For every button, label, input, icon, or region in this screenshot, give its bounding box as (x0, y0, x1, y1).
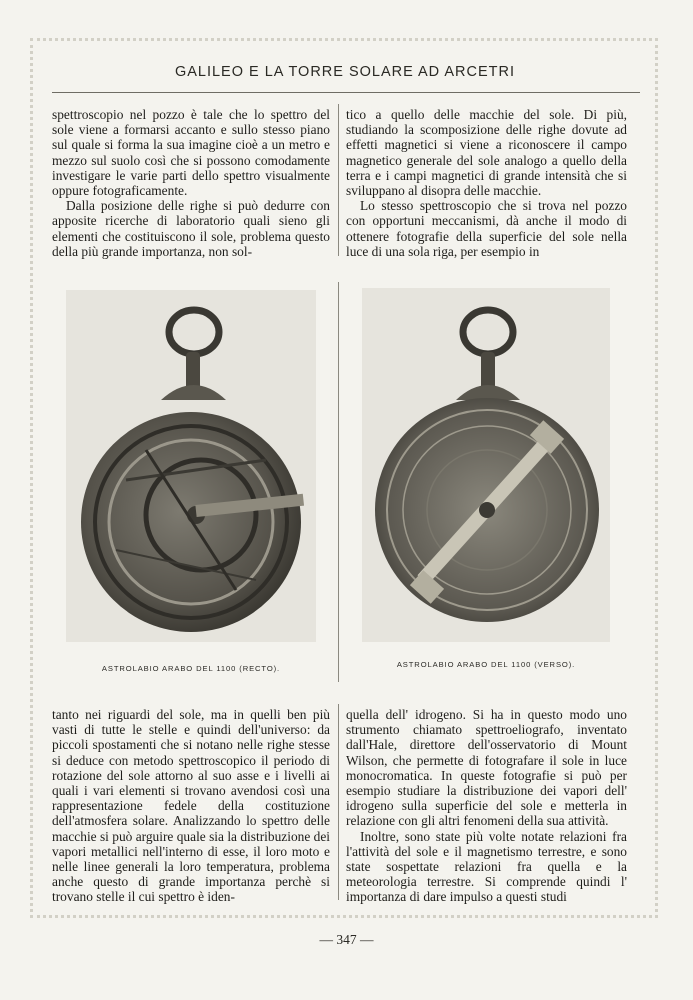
paragraph: Inoltre, sono state più volte notate relazioni fra l'attività del sole e il magnetismo terrestre, e sono state sospettate relazioni fra quella e la meteorologia terrestre. Si comprende quindi l' importanza di dare impulso a questi studi (346, 828, 627, 905)
figure-caption-verso: ASTROLABIO ARABO DEL 1100 (VERSO). (396, 660, 576, 669)
header-rule (52, 92, 640, 93)
astrolabe-recto-photo (66, 290, 316, 642)
column-bottom-left (52, 707, 330, 905)
figure-caption-recto: ASTROLABIO ARABO DEL 1100 (RECTO). (101, 664, 281, 673)
astrolabe-verso-photo (362, 288, 610, 642)
column-divider (338, 704, 339, 900)
running-header: GALILEO E LA TORRE SOLARE AD ARCETRI (174, 64, 516, 80)
paragraph: Lo stesso spettroscopio che si trova nel pozzo con opportuni meccanismi, dà anche il modo di ottenere fotografie della superficie del sole nella luce di una sola riga, per esempio in (346, 198, 627, 259)
column-top-right (346, 107, 627, 259)
column-bottom-right (346, 707, 627, 905)
column-top-left (52, 107, 330, 259)
paragraph: tico a quello delle macchie del sole. Di più, studiando la scomposizione delle righe dovute ad effetti magnetici si viene a riconoscere il campo magnetico generale del sole analogo a quello della terra e i campi magnetici di grande intensità che si sviluppano al disopra delle macchie. (346, 107, 627, 199)
column-divider (338, 104, 339, 256)
paragraph: quella dell' idrogeno. Si ha in questo modo uno strumento chiamato spettroeliografo, inventato dall'Hale, direttore dell'osservatorio di Mount Wilson, che permette di fotografare il sole in luce monocromatica. In queste fotografie si può per esempio studiare la distribuzione dei vapori dell' idrogeno sulla superficie del sole e metterla in relazione con gli altri fenomeni della sua attività. (346, 707, 627, 829)
paragraph: tanto nei riguardi del sole, ma in quelli ben più vasti di tutte le stelle e quindi dell'universo: da piccoli spostamenti che si notano nelle righe stesse si deduce con metodo spettroscopico il periodo di rotazione del sole attorno al suo asse e i livelli ai quali i vari elementi si trovano avendosi così una rappresentazione fedele della costituzione dell'atmosfera solare. Analizzando lo spettro delle macchie si può arguire quale sia la distribuzione dei vapori metallici nell'interno di esse, il loro moto e nelle linee generali la loro temperatura, problema anche questo di grande importanza perchè si trovano stelle il cui spettro è iden- (52, 707, 330, 905)
paragraph: spettroscopio nel pozzo è tale che lo spettro del sole viene a formarsi accanto e sullo stesso piano sul quale si forma la sua imagine cioè a un metro e mezzo sul suolo così che si possono comodamente investigare le varie parti dello spettro visualmente oppure fotograficamente. (52, 107, 330, 199)
column-divider (338, 282, 339, 682)
page-number: — 347 — (319, 932, 374, 947)
paragraph: Dalla posizione delle righe si può dedurre con apposite ricerche di laboratorio quali sieno gli elementi che costituiscono il sole, problema questo della più grande importanza, non sol- (52, 198, 330, 259)
